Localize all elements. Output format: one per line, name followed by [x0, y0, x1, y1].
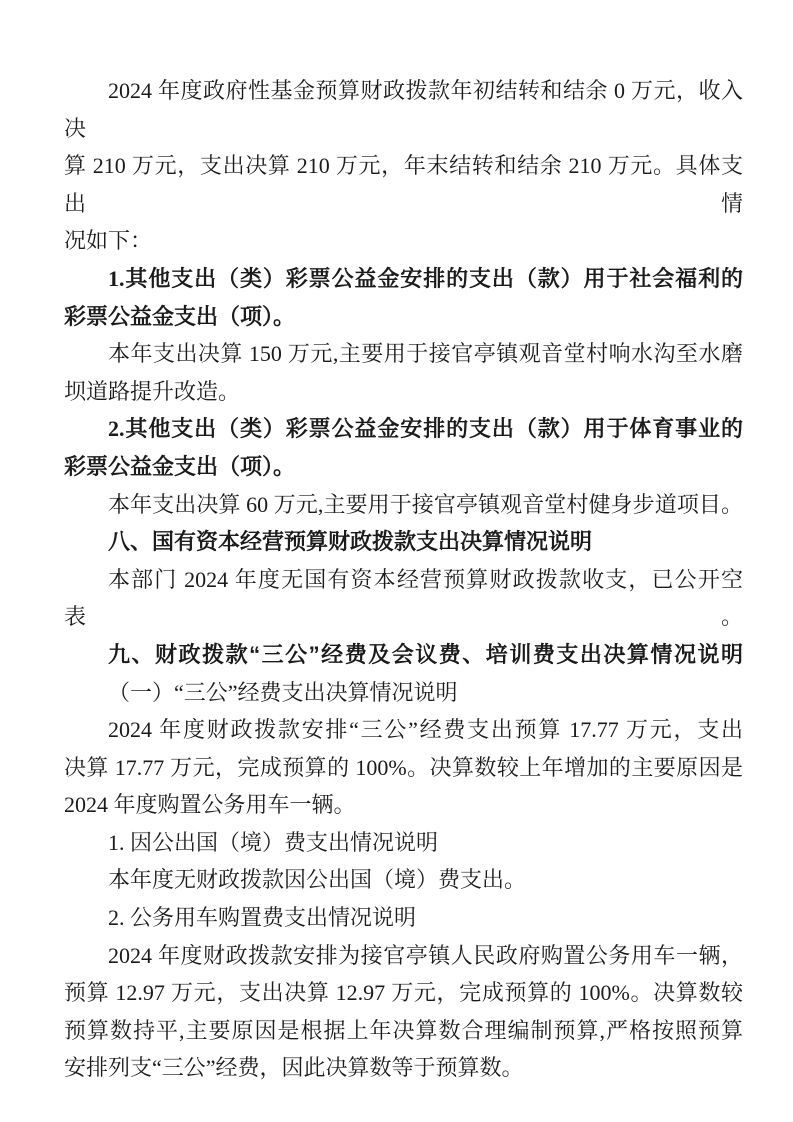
text-line: 算 210 万元，支出决算 210 万元，年末结转和结余 210 万元。具体支出情	[64, 153, 743, 216]
text-line: 1.其他支出（类）彩票公益金安排的支出（款）用于社会福利的	[108, 265, 743, 291]
text-line: 九、财政拨款“三公”经费及会议费、培训费支出决算情况说明	[108, 641, 743, 667]
text-line: 本年支出决算 60 万元,主要用于接官亭镇观音堂村健身步道项目。	[108, 491, 743, 517]
item2-heading	[64, 410, 743, 485]
vehicle-purchase-heading	[64, 899, 743, 937]
section8-paragraph	[64, 561, 743, 636]
text-line: 本年支出决算 150 万元,主要用于接官亭镇观音堂村响水沟至水磨	[108, 341, 743, 367]
item1-heading	[64, 260, 743, 335]
text-line: 2.其他支出（类）彩票公益金安排的支出（款）用于体育事业的	[108, 416, 743, 442]
section8-heading	[64, 523, 743, 561]
text-line: 安排列支“三公”经费，因此决算数等于预算数。	[64, 1055, 524, 1081]
section9-heading	[64, 636, 743, 674]
text-line: 彩票公益金支出（项）。	[64, 453, 296, 479]
text-line: 坝道路提升改造。	[64, 378, 241, 404]
text-line: 预算数持平,主要原因是根据上年决算数合理编制预算,严格按照预算	[64, 1017, 743, 1043]
text-line: 2024 年度政府性基金预算财政拨款年初结转和结余 0 万元，收入决	[64, 78, 743, 141]
text-line: 本部门 2024 年度无国有资本经营预算财政拨款收支，已公开空表。	[64, 566, 743, 630]
text-line: 2024 年度财政拨款安排为接官亭镇人民政府购置公务用车一辆，	[108, 942, 743, 968]
item2-detail-paragraph	[64, 486, 743, 524]
text-line: 2. 公务用车购置费支出情况说明	[108, 905, 417, 931]
text-line: 决算 17.77 万元，完成预算的 100%。决算数较上年增加的主要原因是	[64, 754, 743, 780]
text-line: 1. 因公出国（境）费支出情况说明	[108, 829, 439, 855]
vehicle-purchase-paragraph	[64, 937, 743, 1087]
text-line: 2024 年度财政拨款安排“三公”经费支出预算 17.77 万元，支出	[108, 717, 743, 743]
text-line: 彩票公益金支出（项）。	[64, 303, 296, 329]
text-line: 况如下：	[64, 228, 153, 254]
text-line: 2024 年度购置公务用车一辆。	[64, 792, 356, 818]
text-line: （一）“三公”经费支出决算情况说明	[108, 679, 458, 705]
text-line: 八、国有资本经营预算财政拨款支出决算情况说明	[108, 529, 593, 555]
sangong-summary-paragraph	[64, 711, 743, 824]
govfund-summary-paragraph	[64, 72, 743, 260]
abroad-fee-paragraph	[64, 861, 743, 899]
abroad-fee-heading	[64, 824, 743, 862]
text-line: 预算 12.97 万元，支出决算 12.97 万元，完成预算的 100%。决算数较	[64, 980, 743, 1006]
text-line: 本年度无财政拨款因公出国（境）费支出。	[108, 867, 527, 893]
section9-sub1-heading	[64, 674, 743, 712]
item1-detail-paragraph	[64, 335, 743, 410]
